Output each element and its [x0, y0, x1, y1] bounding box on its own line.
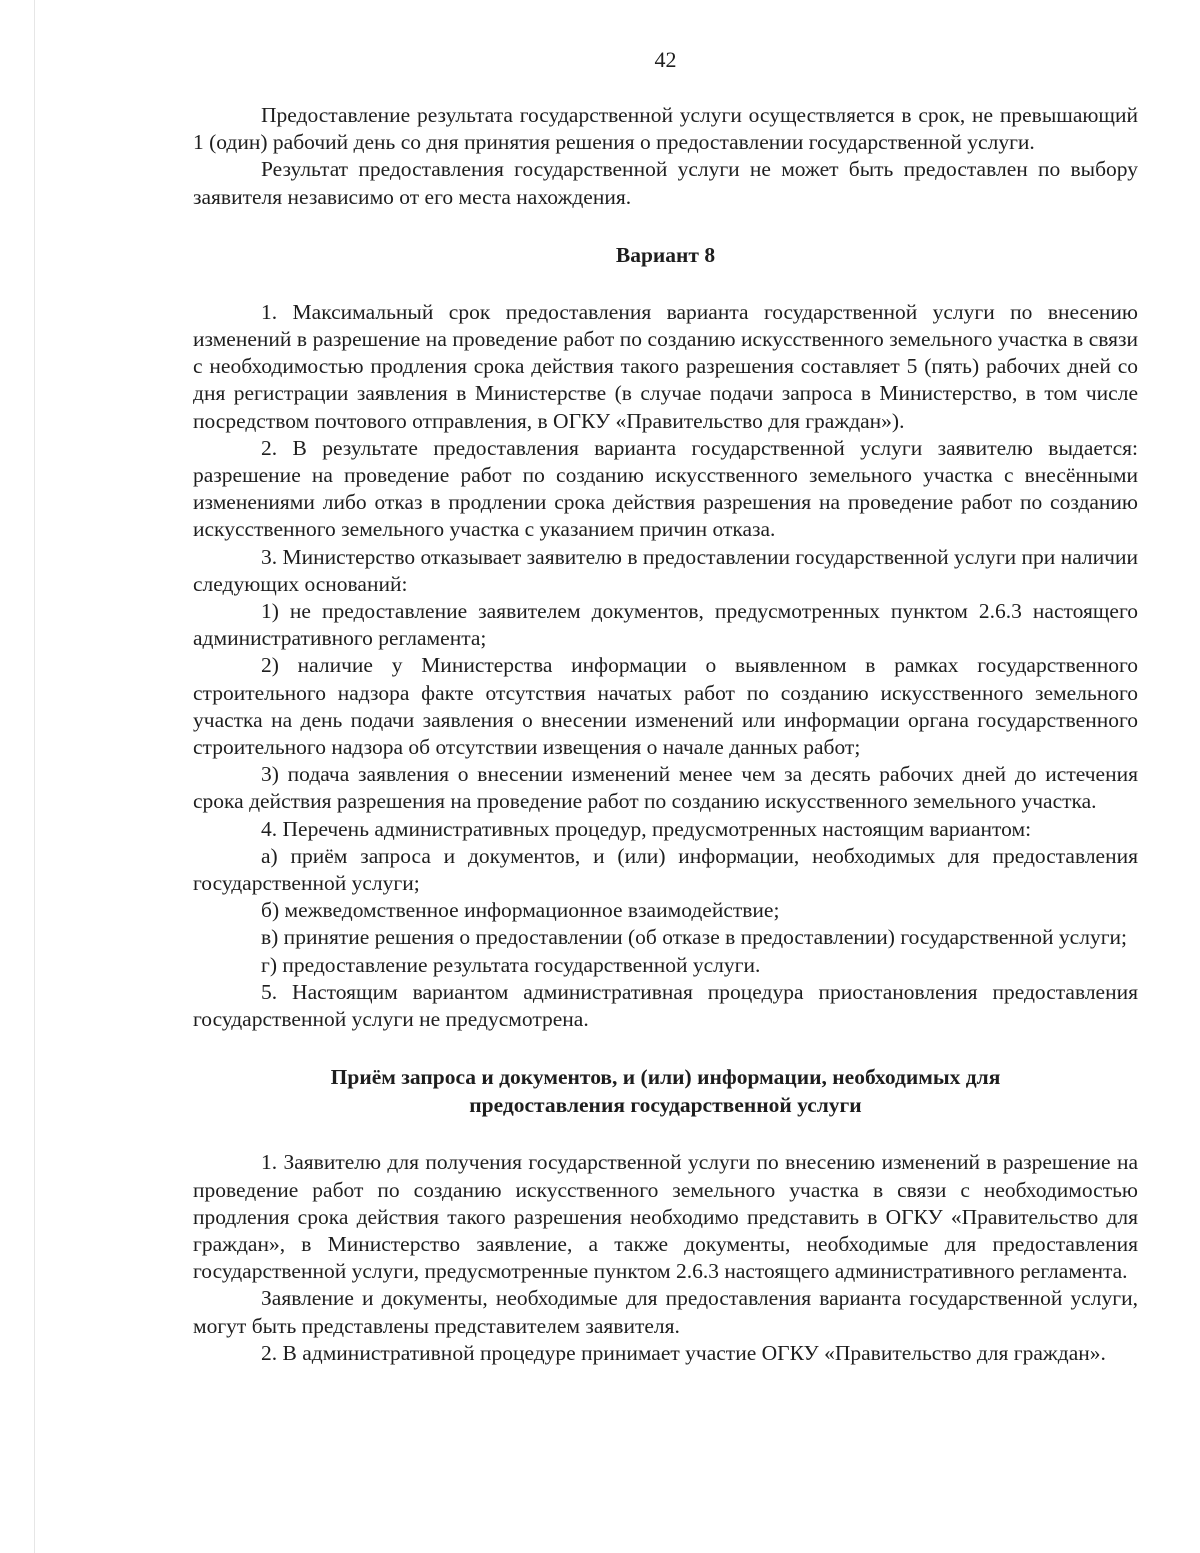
list-item: 2) наличие у Министерства информации о выявленном в рамках государственного строительного надзора факте отсутствия начатых работ по созданию искусственного земельного участка на день подачи заявления о внесении изменений или информации органа государственного строительного надзора об отсутствии извещения о начале данных работ;	[193, 653, 1138, 760]
list-item: г) предоставление результата государственной услуги.	[261, 952, 761, 977]
paragraph: 2. В результате предоставления варианта государственной услуги заявителю выдается: разрешение на проведение работ по созданию искусственного земельного участка с внесёнными изменениями либо отказ в продлении срока действия разрешения на проведение работ по созданию искусственного земельного участка с указанием причин отказа.	[193, 435, 1138, 542]
paragraph: Заявление и документы, необходимые для предоставления варианта государственной услуги, могут быть представлены представителем заявителя.	[193, 1286, 1138, 1338]
scan-edge	[34, 0, 35, 1553]
page-number: 42	[654, 47, 677, 72]
paragraph: 3. Министерство отказывает заявителю в предоставлении государственной услуги при наличии следующих оснований:	[193, 544, 1138, 596]
section-heading-variant: Вариант 8	[615, 242, 716, 267]
paragraph: Предоставление результата государственной услуги осуществляется в срок, не превышающий 1 (один) рабочий день со дня принятия решения о предоставлении государственной услуги.	[193, 103, 1138, 155]
document-page	[193, 44, 1138, 1367]
paragraph: Результат предоставления государственной услуги не может быть предоставлен по выбору заявителя независимо от его места нахождения.	[193, 157, 1138, 209]
list-item: 1) не предоставление заявителем документов, предусмотренных пунктом 2.6.3 настоящего административного регламента;	[193, 599, 1138, 651]
list-item: б) межведомственное информационное взаимодействие;	[261, 898, 780, 923]
section-heading-line: предоставления государственной услуги	[469, 1093, 862, 1118]
paragraph: 1. Максимальный срок предоставления варианта государственной услуги по внесению изменений в разрешение на проведение работ по созданию искусственного земельного участка в связи с необходимостью продления срока действия такого разрешения составляет 5 (пять) рабочих дней со дня регистрации заявления в Министерстве (в случае подачи запроса в Министерство, в том числе посредством почтового отправления, в ОГКУ «Правительство для граждан»).	[193, 299, 1138, 433]
paragraph: 2. В административной процедуре принимает участие ОГКУ «Правительство для граждан».	[261, 1340, 1106, 1365]
list-item: в) принятие решения о предоставлении (об отказе в предоставлении) государственной услуги;	[261, 925, 1128, 950]
paragraph: 1. Заявителю для получения государственной услуги по внесению изменений в разрешение на проведение работ по созданию искусственного земельного участка в связи с необходимостью продления срока действия такого разрешения необходимо представить в ОГКУ «Правительство для граждан», в Министерство заявление, а также документы, необходимые для предоставления государственной услуги, предусмотренные пунктом 2.6.3 настоящего административного регламента.	[193, 1150, 1138, 1284]
section-heading-line: Приём запроса и документов, и (или) информации, необходимых для	[330, 1065, 1001, 1090]
paragraph: 5. Настоящим вариантом административная процедура приостановления предоставления государственной услуги не предусмотрена.	[193, 979, 1138, 1032]
list-item: 3) подача заявления о внесении изменений менее чем за десять рабочих дней до истечения срока действия разрешения на проведение работ по созданию искусственного земельного участка.	[193, 762, 1138, 814]
paragraph: 4. Перечень административных процедур, предусмотренных настоящим вариантом:	[261, 816, 1032, 841]
section-heading-reception	[263, 1063, 1068, 1119]
list-item: а) приём запроса и документов, и (или) информации, необходимых для предоставления государственной услуги;	[193, 843, 1138, 896]
